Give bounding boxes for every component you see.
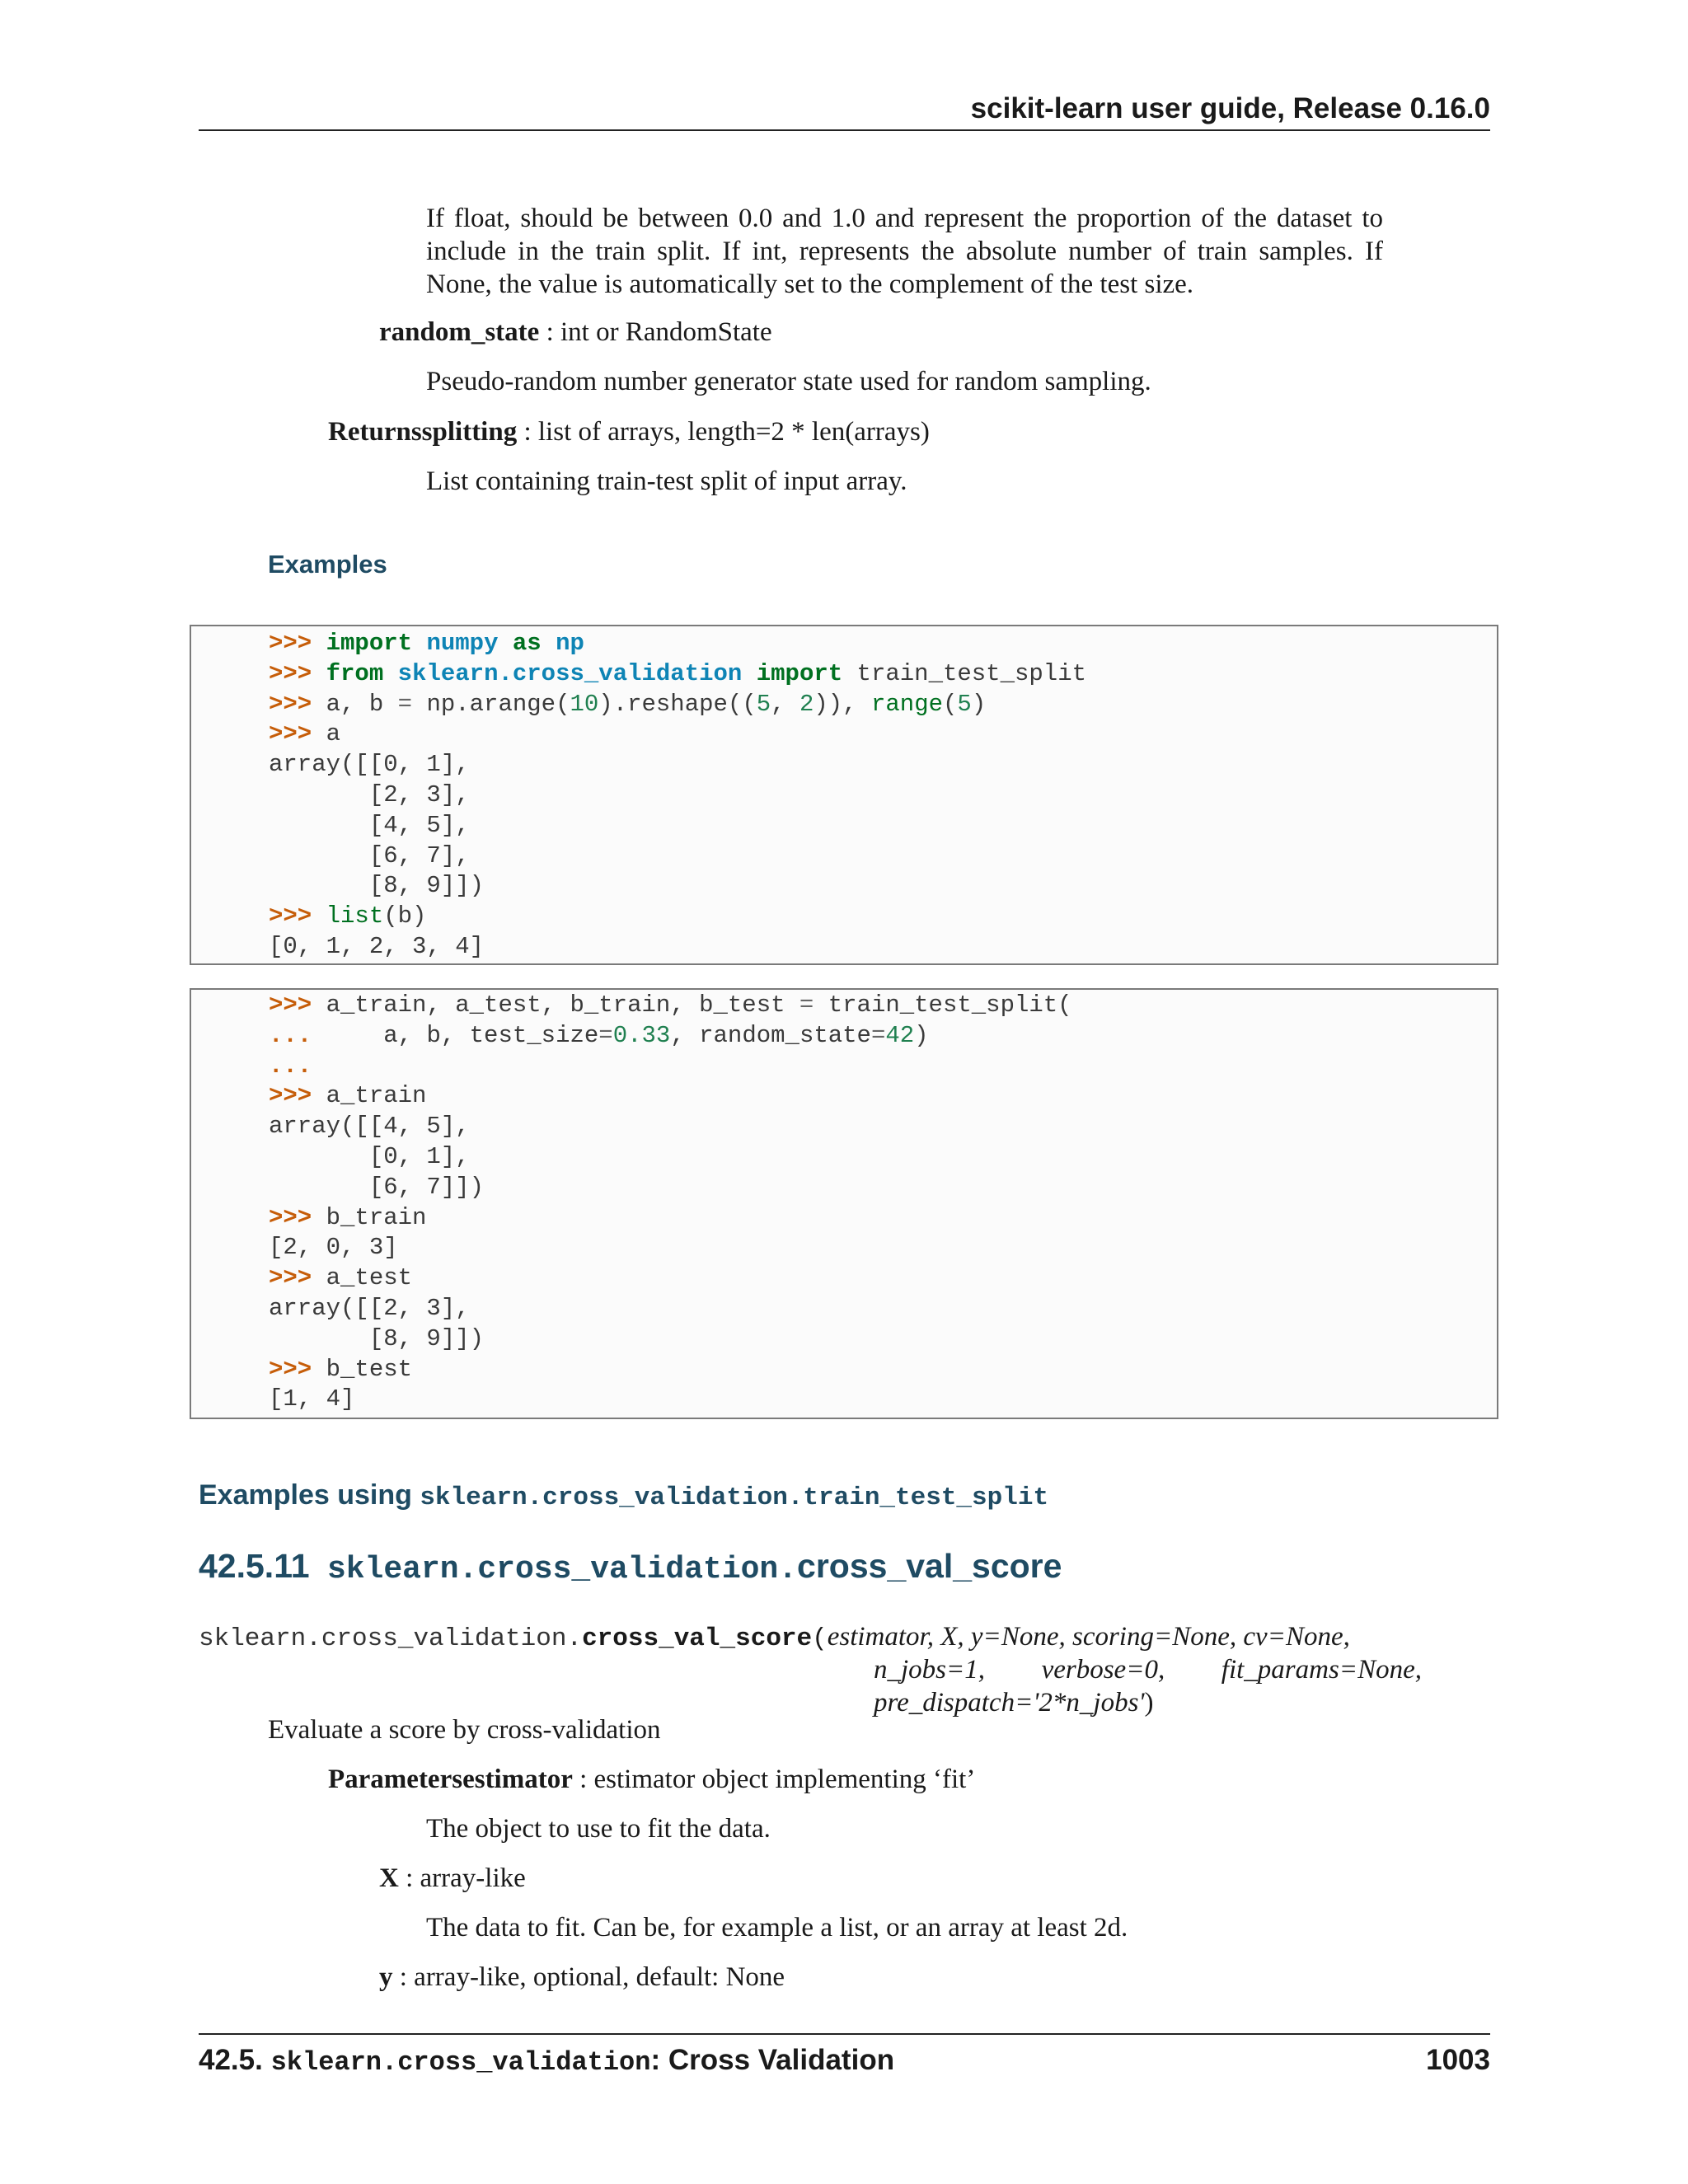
running-header: scikit-learn user guide, Release 0.16.0 xyxy=(970,92,1490,124)
section-number: 42.5.11 xyxy=(199,1547,310,1585)
footer-rule xyxy=(199,2033,1490,2035)
header-rule xyxy=(199,129,1490,131)
signature-args-3: pre_dispatch='2*n_jobs') xyxy=(874,1688,1154,1718)
parameters-label: Parameters xyxy=(328,1765,463,1794)
signature-args-2: n_jobs=1, verbose=0, fit_params=None, xyxy=(874,1655,1422,1685)
code-block-1-text: >>> import numpy as np >>> from sklearn.cross_validation import train_test_split >>> a, b = np.arange(10).reshape((5, 2)), range(5) >>> a array([[0, 1], [2, 3], [4, 5], [6, 7], [8, 9]]) >>> list(b) [0, 1, 2, 3, 4] xyxy=(269,630,1087,960)
param-type: : array-like xyxy=(398,1863,526,1893)
returns-description: List containing train-test split of input array. xyxy=(426,466,907,496)
param-y xyxy=(379,1961,785,1994)
examples-using-code[interactable]: sklearn.cross_validation.train_test_split xyxy=(420,1483,1049,1512)
param-random-state xyxy=(379,316,772,349)
param-type: : estimator object implementing ‘fit’ xyxy=(572,1765,976,1794)
param-type: : array-like, optional, default: None xyxy=(392,1962,785,1992)
function-signature: sklearn.cross_validation.cross_val_score(estimator, X, y=None, scoring=None, cv=None, xyxy=(199,1622,1350,1653)
returns-type: : list of arrays, length=2 * len(arrays) xyxy=(517,417,930,447)
examples-using-heading[interactable]: Examples using sklearn.cross_validation.train_test_split xyxy=(199,1479,1049,1512)
footer-section: 42.5. sklearn.cross_validation: Cross Validation xyxy=(199,2044,895,2078)
signature-func: cross_val_score xyxy=(582,1624,813,1653)
param-name: random_state xyxy=(379,317,540,347)
function-summary: Evaluate a score by cross-validation xyxy=(268,1715,661,1745)
section-heading xyxy=(199,1547,1062,1587)
examples-heading: Examples xyxy=(268,550,387,579)
train-size-description: If float, should be between 0.0 and 1.0 and represent the proportion of the dataset to include in the train split. If int, represents the absolute number of train samples. If None, the value is automatically set to the complement of the test size. xyxy=(426,204,1383,299)
section-module-code: sklearn.cross_validation. xyxy=(326,1552,798,1587)
param-type: : int or RandomState xyxy=(539,317,772,347)
code-block-2-text: >>> a_train, a_test, b_train, b_test = train_test_split( ... a, b, test_size=0.33, random_state=42) ... >>> a_train array([[4, 5], [0, 1], [6, 7]]) >>> b_train [2, 0, 3] >>> a_test array([[2, 3], [8, 9]]) >>> b_test [1, 4] xyxy=(269,991,1072,1413)
section-function-name: cross_val_score xyxy=(797,1547,1062,1585)
x-description: The data to fit. Can be, for example a list, or an array at least 2d. xyxy=(426,1913,1128,1943)
random-state-description: Pseudo-random number generator state used for random sampling. xyxy=(426,367,1151,396)
signature-module: sklearn.cross_validation. xyxy=(199,1624,583,1653)
param-name: X xyxy=(379,1863,399,1893)
param-name: y xyxy=(379,1962,393,1992)
returns-field xyxy=(328,415,930,448)
param-name: estimator xyxy=(462,1765,573,1794)
returns-name: splitting xyxy=(421,417,518,447)
signature-args-1: estimator, X, y=None, scoring=None, cv=None, xyxy=(827,1622,1350,1652)
param-x xyxy=(379,1862,526,1895)
code-block-1 xyxy=(190,625,1498,965)
returns-label: Returns xyxy=(328,417,422,447)
param-estimator xyxy=(328,1763,975,1796)
estimator-description: The object to use to fit the data. xyxy=(426,1814,771,1844)
code-block-2 xyxy=(190,988,1498,1419)
page-number: 1003 xyxy=(1426,2044,1490,2076)
page-footer xyxy=(199,2044,1490,2078)
